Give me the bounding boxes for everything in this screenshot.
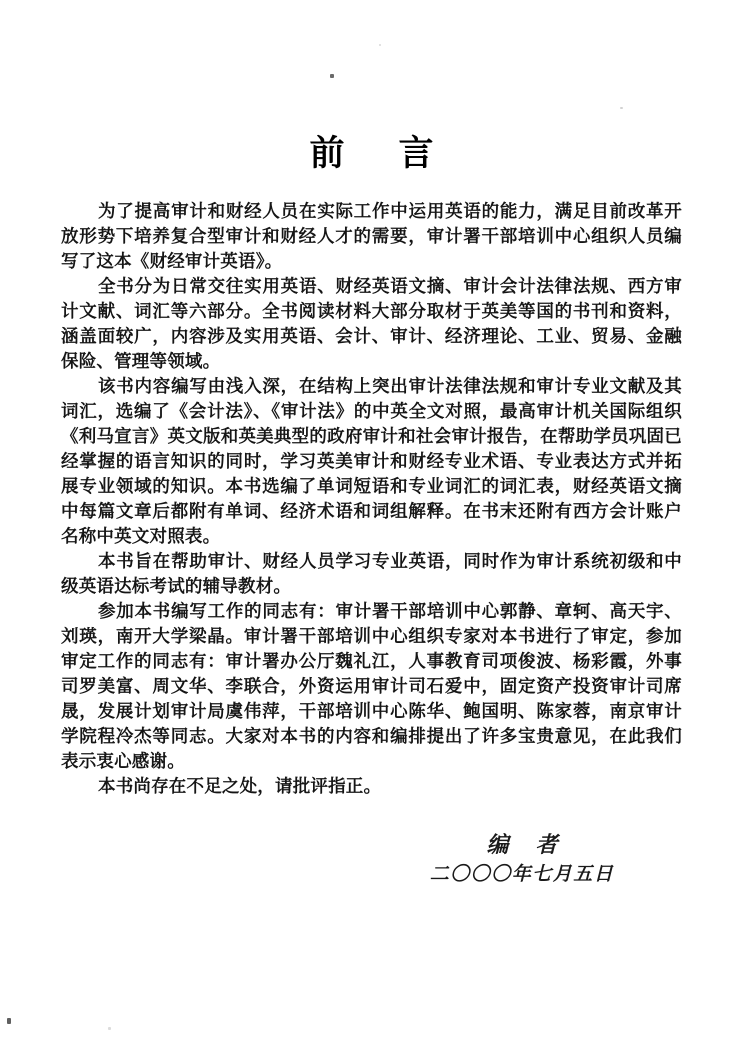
preface-line: 词汇，选编了《会计法》、《审计法》的中英全文对照，最高审计机关国际组织: [61, 401, 682, 421]
preface-line: 涵盖面较广，内容涉及实用英语、会计、审计、经济理论、工业、贸易、金融: [61, 326, 682, 346]
preface-line: 级英语达标考试的辅导教材。: [61, 576, 292, 596]
preface-line: 晟，发展计划审计局虞伟萍，干部培训中心陈华、鲍国明、陈家蓉，南京审计: [61, 701, 682, 721]
preface-paragraph: [61, 374, 682, 549]
preface-line: 表示衷心感谢。: [61, 751, 185, 771]
preface-line: 《利马宣言》英文版和英美典型的政府审计和社会审计报告，在帮助学员巩固已: [61, 426, 682, 446]
page-title: [0, 134, 743, 174]
preface-line: 刘瑛，南开大学梁晶。审计署干部培训中心组织专家对本书进行了审定，参加: [61, 626, 682, 646]
preface-line: 审定工作的同志有：审计署办公厅魏礼江，人事教育司项俊波、杨彩霞，外事: [61, 651, 682, 671]
preface-line: 中每篇文章后都附有单词、经济术语和词组解释。在书末还附有西方会计账户: [61, 501, 682, 521]
signature-block: [392, 832, 652, 887]
preface-line: 名称中英文对照表。: [61, 526, 221, 546]
author-signature-text: 编者: [486, 832, 585, 857]
preface-paragraph: [61, 199, 682, 274]
page-title-text: 前言: [309, 134, 488, 173]
scan-speck: [7, 1018, 11, 1024]
preface-line: 本书旨在帮助审计、财经人员学习专业英语，同时作为审计系统初级和中: [98, 551, 682, 571]
preface-line: 司罗美富、周文华、李联合，外资运用审计司石爱中，固定资产投资审计司席: [61, 676, 682, 696]
preface-line: 计文献、词汇等六部分。全书阅读材料大部分取材于英美等国的书刊和资料，: [61, 301, 682, 321]
preface-line: 全书分为日常交往实用英语、财经英语文摘、审计会计法律法规、西方审: [98, 276, 682, 296]
preface-line: 该书内容编写由浅入深，在结构上突出审计法律法规和审计专业文献及其: [98, 376, 682, 396]
preface-line: 为了提高审计和财经人员在实际工作中运用英语的能力，满足目前改革开: [98, 201, 682, 221]
preface-line: 经掌握的语言知识的同时，学习英美审计和财经专业术语、专业表达方式并拓: [61, 451, 682, 471]
preface-paragraph: [61, 774, 682, 799]
preface-line: 放形势下培养复合型审计和财经人才的需要，审计署干部培训中心组织人员编: [61, 226, 682, 246]
preface-body: [61, 199, 682, 799]
preface-line: 展专业领域的知识。本书选编了单词短语和专业词汇的词汇表，财经英语文摘: [61, 476, 682, 496]
preface-line: 写了这本《财经审计英语》。: [61, 251, 283, 271]
preface-line: 学院程冷杰等同志。大家对本书的内容和编排提出了许多宝贵意见，在此我们: [61, 726, 682, 746]
signature-date: 二〇〇〇年七月五日: [429, 864, 615, 885]
scan-speck: [620, 107, 623, 109]
preface-paragraph: [61, 599, 682, 774]
preface-line: 参加本书编写工作的同志有：审计署干部培训中心郭静、章轲、高天宇、: [98, 601, 682, 621]
preface-paragraph: [61, 549, 682, 599]
scan-speck: [379, 44, 381, 46]
author-signature: [392, 832, 652, 858]
scan-speck: [108, 1027, 111, 1030]
preface-line: 保险、管理等领域。: [61, 351, 221, 371]
preface-paragraph: [61, 274, 682, 374]
scan-speck: [330, 74, 334, 78]
preface-line: 本书尚存在不足之处，请批评指正。: [98, 776, 382, 796]
